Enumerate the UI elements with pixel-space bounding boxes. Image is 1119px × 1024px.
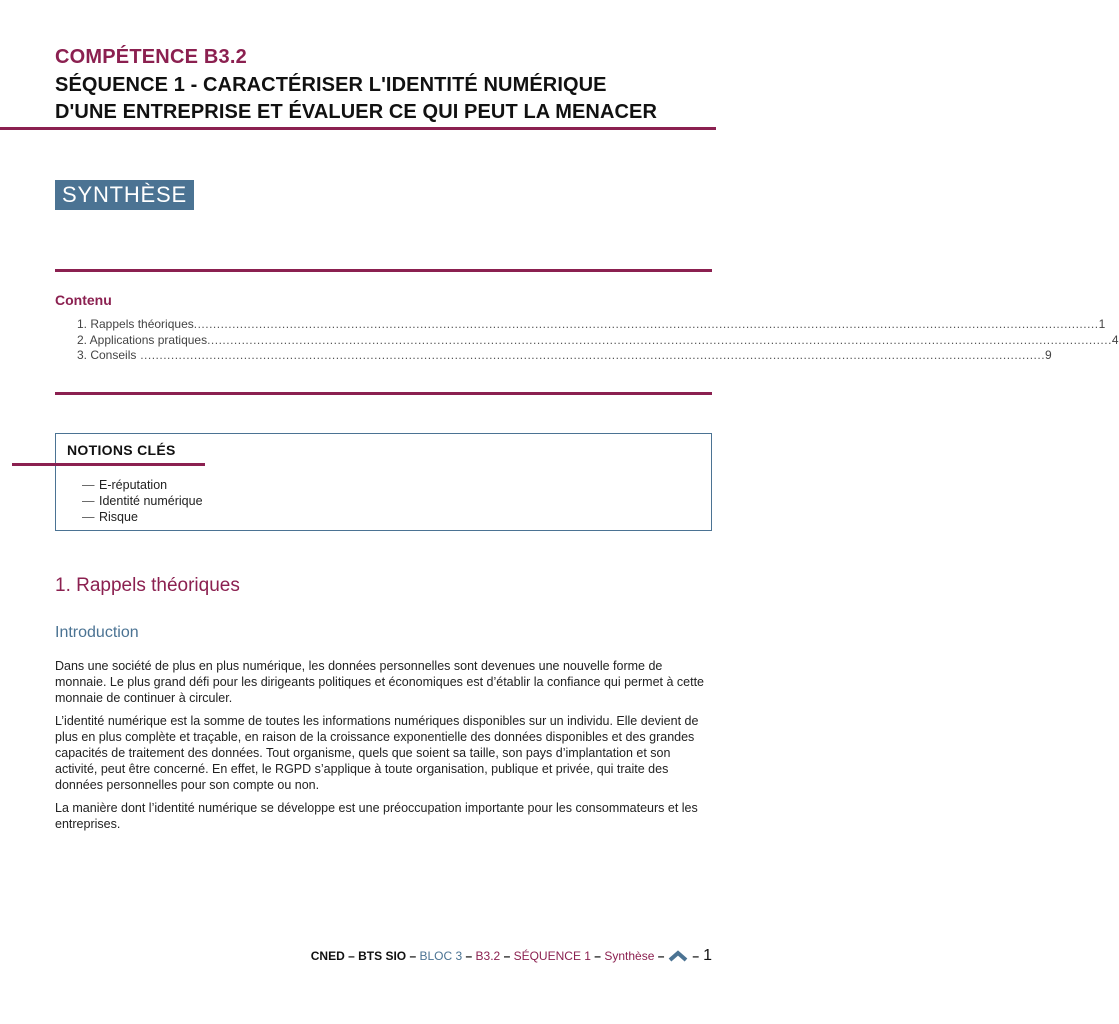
toc-item-page: 1 xyxy=(1098,317,1106,331)
header-divider xyxy=(0,127,716,130)
sequence-title xyxy=(55,72,657,126)
toc-item[interactable] xyxy=(77,348,1052,364)
page-footer xyxy=(311,947,712,965)
footer-cned: CNED – BTS SIO – xyxy=(310,949,417,963)
footer-synthese: Synthèse xyxy=(604,949,655,963)
toc-item-label: 1. Rappels théoriques xyxy=(77,317,194,331)
footer-b32: B3.2 xyxy=(475,949,501,963)
notion-item-label: Identité numérique xyxy=(99,494,203,508)
footer-sep: – xyxy=(503,949,511,963)
paragraph: La manière dont l’identité numérique se développe est une préoccupation importante pour les consommateurs et les entreprises. xyxy=(55,801,698,831)
footer-sep: – xyxy=(657,949,665,963)
notion-item-label: Risque xyxy=(99,510,138,524)
footer-sequence: SÉQUENCE 1 xyxy=(513,949,591,963)
toc-item-label: 3. Conseils xyxy=(77,348,137,362)
synthese-badge: SYNTHÈSE xyxy=(55,180,194,210)
toc-item-page: 9 xyxy=(1045,348,1052,362)
notions-accent-line xyxy=(12,463,205,466)
toc-divider-bottom xyxy=(55,392,712,395)
toc-item-label: 2. Applications pratiques xyxy=(77,333,208,347)
section-heading: 1. Rappels théoriques xyxy=(55,575,240,596)
paragraph: Dans une société de plus en plus numérique, les données personnelles sont devenues une nouvelle forme de monnaie. Le plus grand défi pour les dirigeants politiques et économiques est d’établir la confiance qui permet à cette monnaie de continuer à circuler. xyxy=(55,659,705,705)
footer-sep: – xyxy=(465,949,473,963)
toc-leader: ............................................................................................................................................................................................................................................ xyxy=(193,317,1099,331)
sequence-title-line1: SÉQUENCE 1 - CARACTÉRISER L'IDENTITÉ NUMÉRIQUE xyxy=(55,74,607,96)
toc-title: Contenu xyxy=(55,292,112,308)
toc-divider-top xyxy=(55,269,712,272)
toc-leader: ............................................................................................................................................................................................................................................ xyxy=(136,348,1046,362)
page-number: 1 xyxy=(703,947,712,964)
toc-item[interactable] xyxy=(77,317,1106,333)
sequence-title-line2: D'UNE ENTREPRISE ET ÉVALUER CE QUI PEUT LA MENACER xyxy=(55,101,658,123)
toc-item-page: 4 xyxy=(1111,333,1119,347)
notion-item-label: E-réputation xyxy=(99,478,168,492)
section-subheading: Introduction xyxy=(55,624,139,641)
footer-sep: – xyxy=(594,949,601,963)
notions-title: NOTIONS CLÉS xyxy=(67,442,176,458)
chevron-up-icon[interactable] xyxy=(668,950,688,962)
competence-title: COMPÉTENCE B3.2 xyxy=(55,46,247,68)
notion-item: — E-réputation xyxy=(82,478,168,492)
notion-item: — Identité numérique xyxy=(82,494,203,508)
toc-leader: ............................................................................................................................................................................................................................................ xyxy=(207,333,1112,347)
footer-bloc: BLOC 3 xyxy=(419,949,463,963)
footer-sep: – xyxy=(692,949,700,963)
notion-item: — Risque xyxy=(82,510,138,524)
toc-item[interactable] xyxy=(77,333,1119,349)
paragraph: L’identité numérique est la somme de toutes les informations numériques disponibles sur un individu. Elle devient de plus en plus complète et traçable, en raison de la croissance exponentielle des données disponibles et des grandes capacités de traitement des données. Tout organisme, quels que soient sa taille, son pays d’implantation et son activité, peut être concerné. En effet, le RGPD s’applique à toute organisation, publique et privée, qui traite des données personnelles pour son compte ou non. xyxy=(55,714,699,792)
